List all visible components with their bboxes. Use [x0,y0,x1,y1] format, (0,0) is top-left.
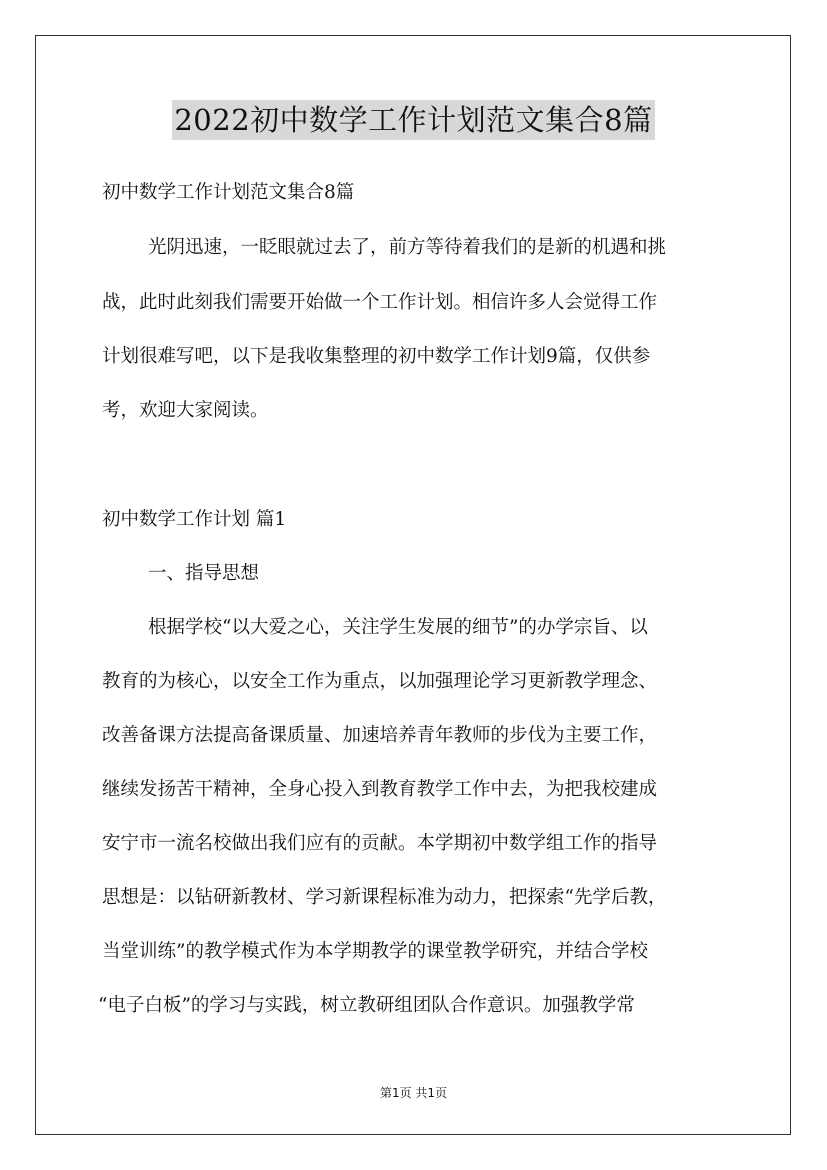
intro-line: 计划很难写吧，以下是我收集整理的初中数学工作计划9篇，仅供参 [102,346,651,367]
intro-line: 考，欢迎大家阅读。 [102,400,269,421]
body-line: 改善备课方法提高备课质量、加速培养青年教师的步伐为主要工作， [102,725,658,746]
body-line: 继续发扬苦干精神，全身心投入到教育教学工作中去，为把我校建成 [102,779,658,800]
body-line: 当堂训练”的教学模式作为本学期教学的课堂教学研究，并结合学校 [102,941,648,962]
title-container [0,100,827,140]
section-heading: 初中数学工作计划 篇1 [102,509,287,530]
body-line: 教育的为核心，以安全工作为重点，以加强理论学习更新教学理念、 [102,671,658,692]
intro-line: 战，此时此刻我们需要开始做一个工作计划。相信许多人会觉得工作 [102,292,658,313]
page-footer: 第1页 共1页 [379,1086,448,1100]
body-line: 思想是：以钻研新教材、学习新课程标准为动力，把探索“先学后教， [102,887,667,908]
intro-line: 光阴迅速，一眨眼就过去了，前方等待着我们的是新的机遇和挑 [148,237,667,258]
document-title: 2022初中数学工作计划范文集合8篇 [172,100,654,140]
body-line: “电子白板”的学习与实践，树立教研组团队合作意识。加强教学常 [98,995,635,1016]
body-line: 安宁市一流名校做出我们应有的贡献。本学期初中数学组工作的指导 [102,833,658,854]
subsection-heading: 一、指导思想 [148,563,260,584]
body-line: 根据学校“以大爱之心，关注学生发展的细节”的办学宗旨、以 [148,617,648,638]
document-subtitle: 初中数学工作计划范文集合8篇 [102,182,355,203]
